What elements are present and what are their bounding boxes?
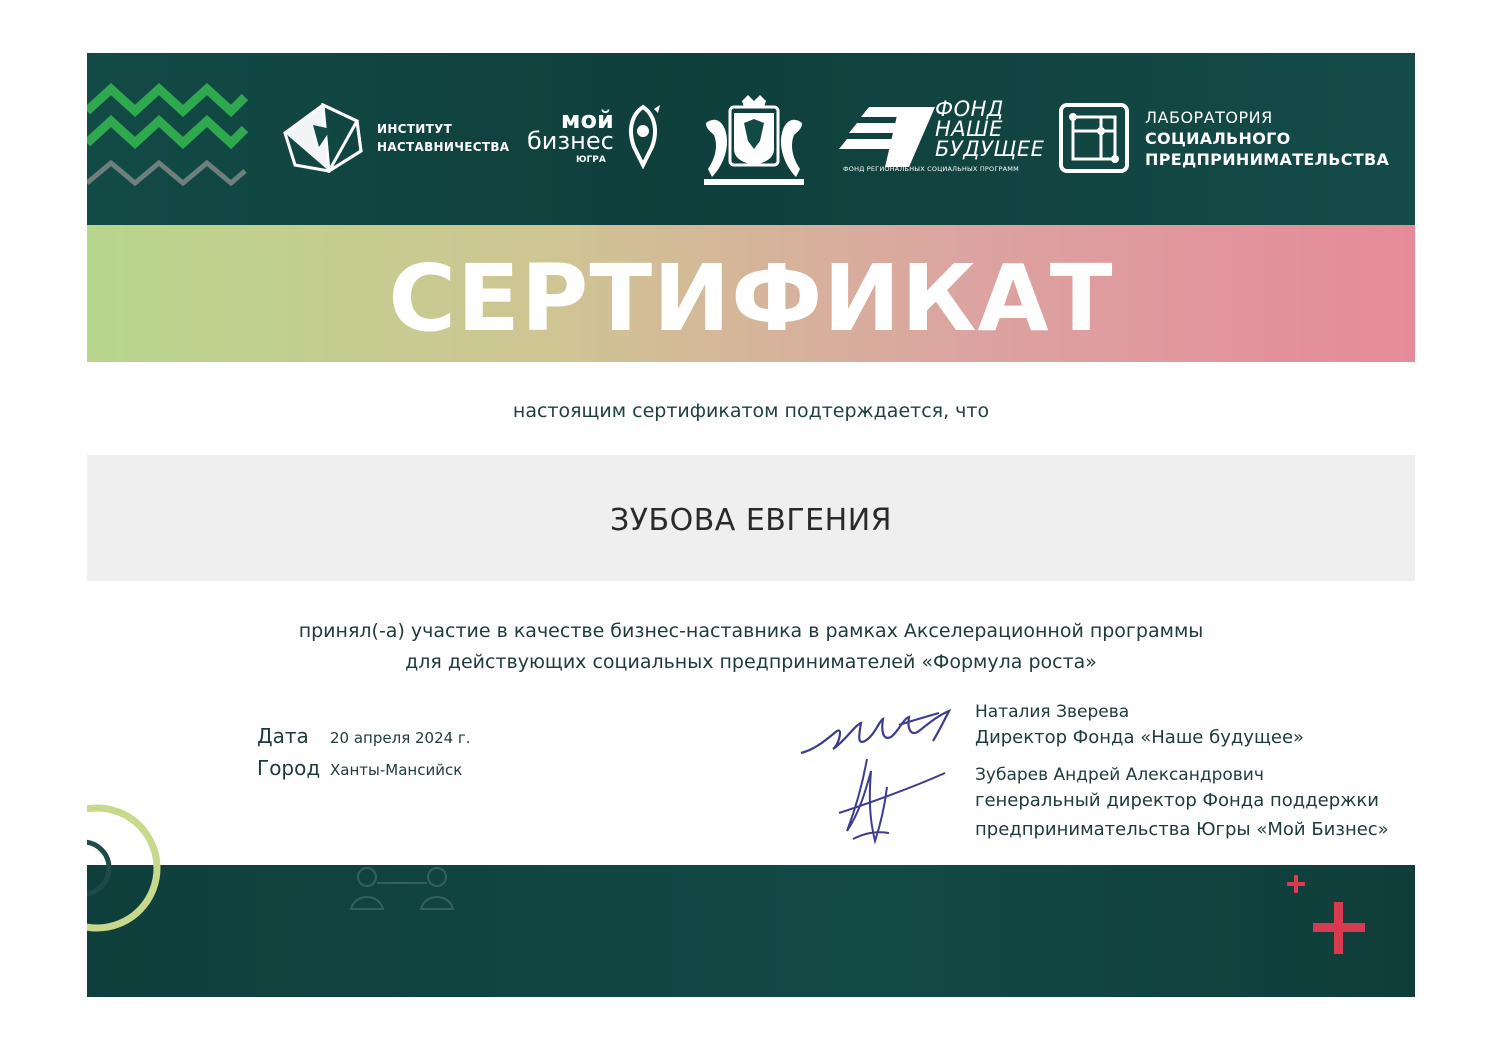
institute-logo (283, 103, 509, 173)
city-row (257, 756, 471, 788)
city-value: Ханты-Мансийск (330, 761, 463, 779)
fond-line2: НАШЕ (935, 117, 1003, 141)
name-band (87, 455, 1415, 581)
icosahedron-icon (283, 103, 363, 173)
signatory-2-title-line2: предпринимательства Югры «Мой Бизнес» (975, 819, 1389, 840)
header-band (87, 53, 1415, 225)
coat-of-arms-logo (700, 93, 808, 189)
moy-biznes-line2: бизнес (527, 126, 614, 155)
description-line2: для действующих социальных предпринимателей «Формула роста» (405, 651, 1097, 673)
zigzag-decoration (87, 83, 257, 193)
plus-big-icon (1309, 898, 1369, 958)
fond-stripes-icon (839, 105, 935, 167)
date-value: 20 апреля 2024 г. (330, 729, 471, 747)
fond-line1: ФОНД (935, 97, 1004, 121)
institute-logo-line2: НАСТАВНИЧЕСТВА (377, 140, 510, 154)
ring-decoration (87, 803, 167, 933)
lab-logo (1057, 101, 1389, 175)
confirm-text: настоящим сертификатом подтерждается, что (512, 400, 990, 422)
footer-band (87, 865, 1415, 997)
coat-of-arms-icon (700, 93, 808, 189)
plus-small-icon (1285, 873, 1307, 895)
fond-line3: БУДУЩЕЕ (935, 137, 1045, 161)
moy-biznes-logo (527, 103, 664, 169)
lab-line1: ЛАБОРАТОРИЯ (1145, 107, 1273, 127)
signatory-2-title-line1: генеральный директор Фонда поддержки (975, 790, 1379, 811)
lab-line2: СОЦИАЛЬНОГО (1145, 128, 1291, 148)
fond-logo (839, 99, 1044, 173)
moy-biznes-line1: мой (560, 105, 614, 134)
certificate (87, 53, 1415, 997)
institute-logo-line1: ИНСТИТУТ (377, 122, 453, 136)
fond-subtitle: ФОНД РЕГИОНАЛЬНЫХ СОЦИАЛЬНЫХ ПРОГРАММ (843, 165, 1019, 173)
description-line1: принял(-а) участие в качестве бизнес-наставника в рамках Акселерационной программы (298, 620, 1204, 642)
title-band (87, 225, 1415, 362)
signatory-1-name: Наталия Зверева (975, 702, 1130, 722)
meta-block (257, 724, 471, 788)
circuit-square-icon (1057, 101, 1131, 175)
lab-line3: ПРЕДПРИНИМАТЕЛЬСТВА (1145, 149, 1390, 169)
signatory-2-name: Зубарев Андрей Александрович (975, 765, 1264, 785)
certificate-title: СЕРТИФИКАТ (388, 245, 1114, 352)
team-decoration-icon (347, 863, 467, 933)
city-label: Город (257, 756, 321, 780)
signature-2-image (829, 753, 949, 849)
rocket-pin-icon (622, 103, 664, 169)
date-label: Дата (257, 724, 309, 748)
signatories (975, 701, 1389, 844)
signatory-1-title: Директор Фонда «Наше будущее» (975, 727, 1305, 748)
moy-biznes-region: ЮГРА (575, 154, 606, 165)
description (87, 616, 1415, 678)
date-row (257, 724, 471, 756)
recipient-name: ЗУБОВА ЕВГЕНИЯ (610, 503, 892, 538)
